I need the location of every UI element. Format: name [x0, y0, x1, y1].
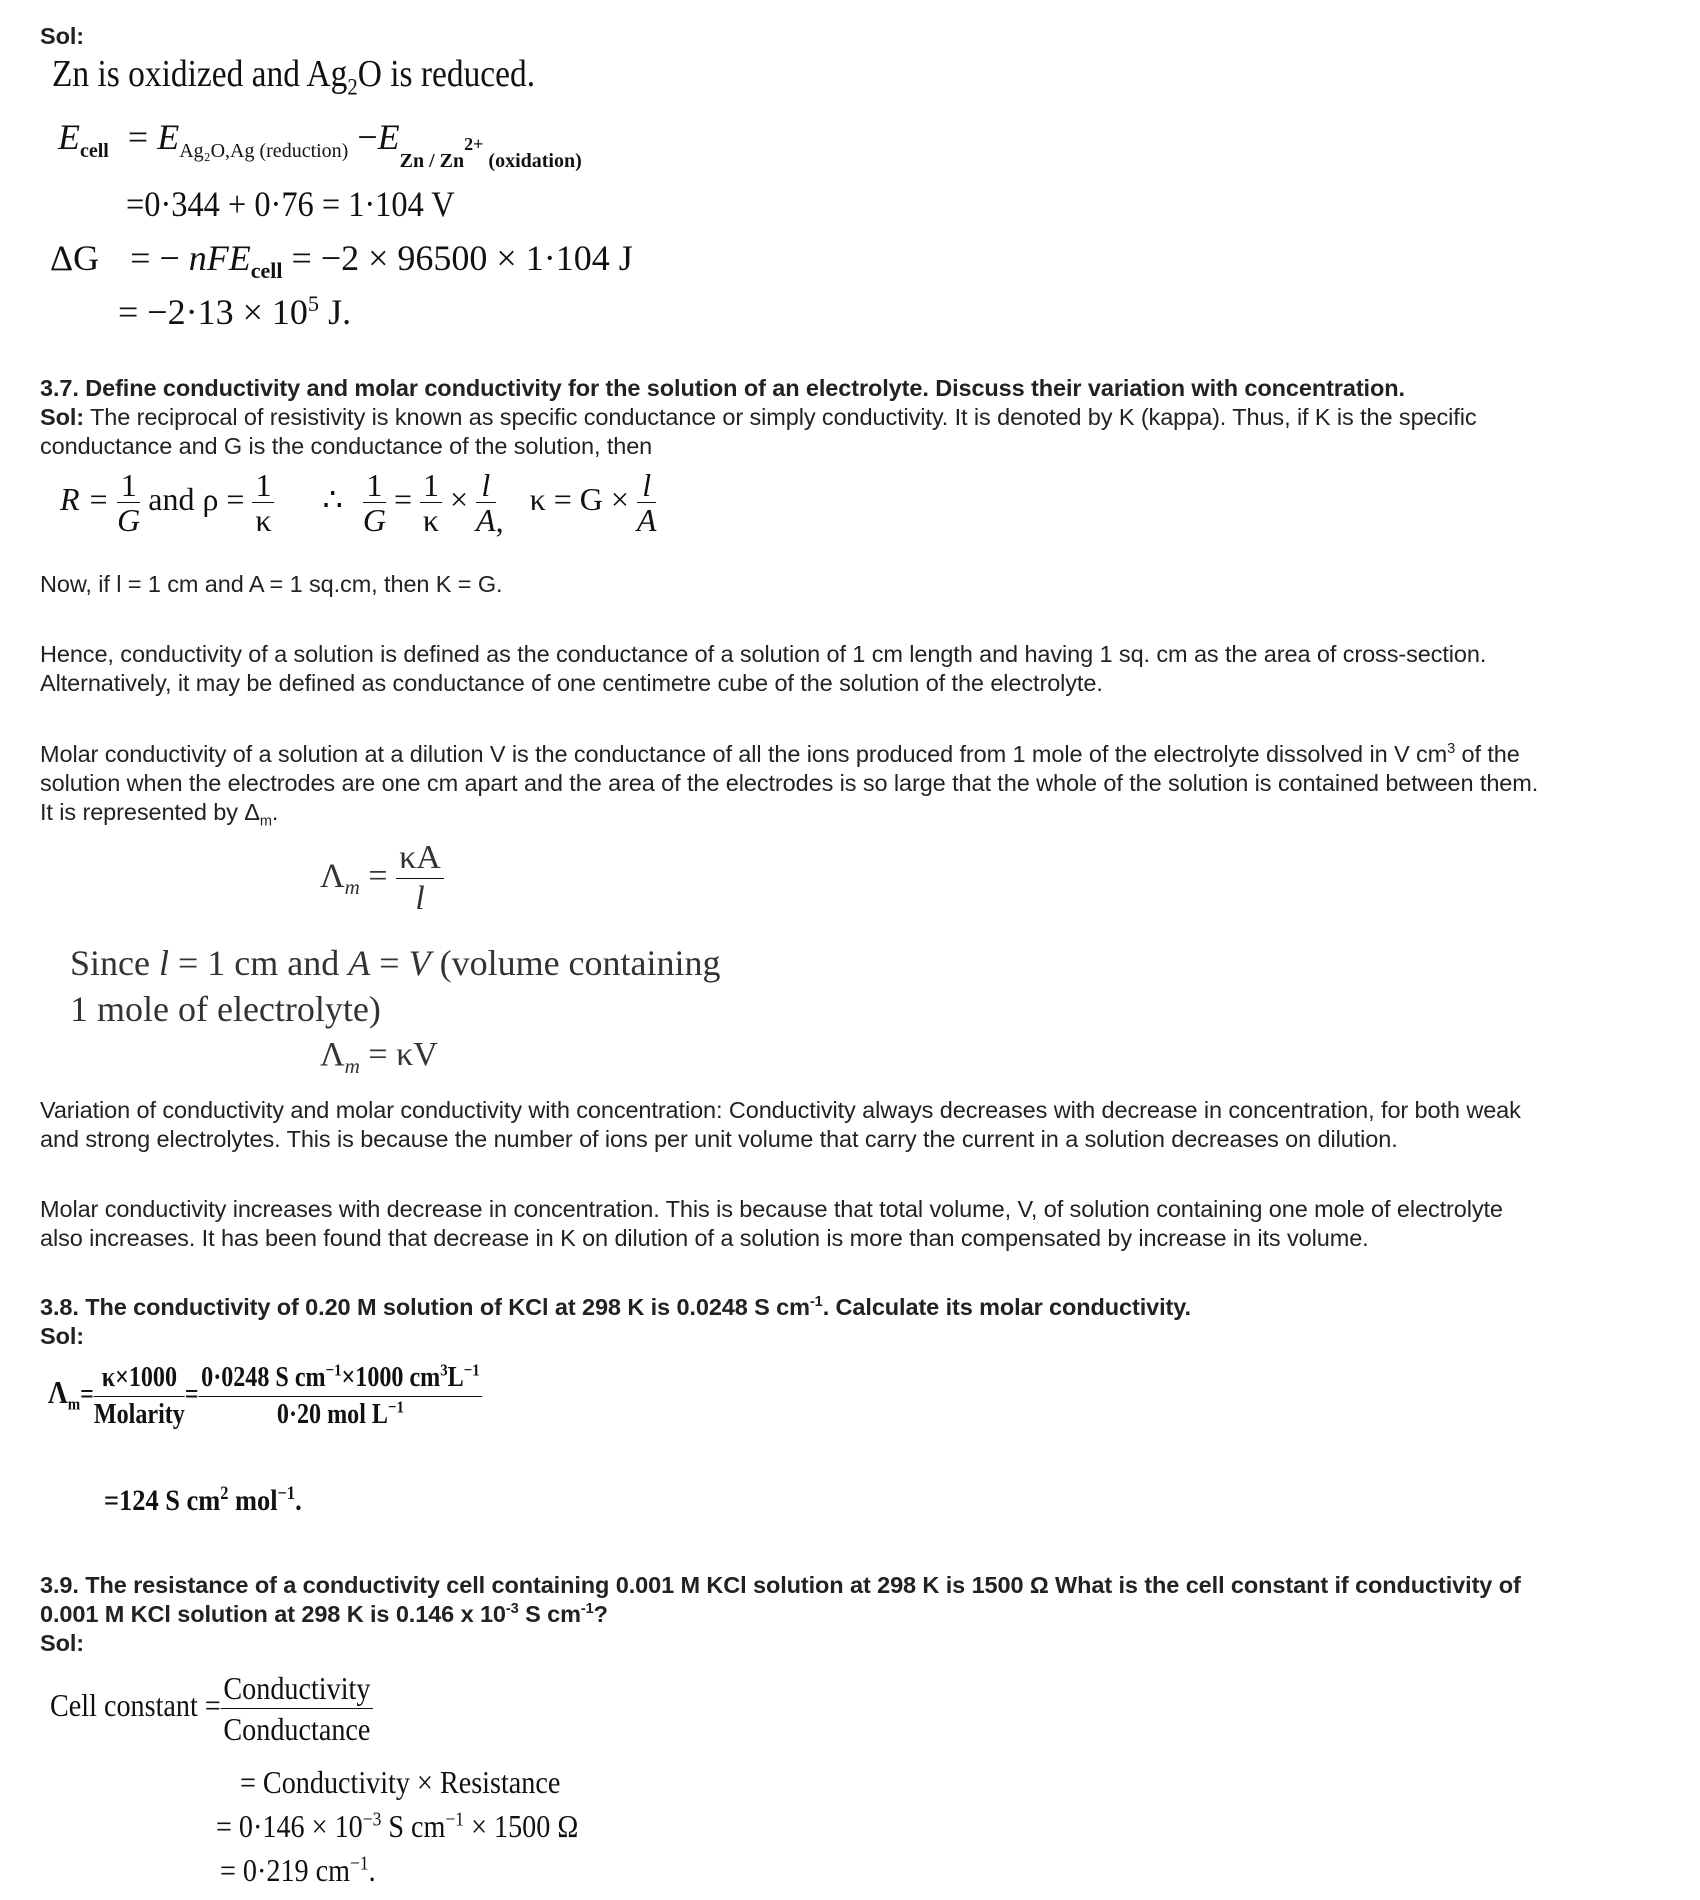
since-statement [70, 940, 721, 1032]
ecell-equation [58, 116, 582, 173]
r-equals: R = [60, 480, 110, 517]
delta-g-nfe: nFE [188, 238, 251, 278]
since-line-1: Since l = 1 cm and A = V (volume containing [70, 943, 721, 983]
increase-line-2: also increases. It has been found that decrease in K on dilution of a solution is more than compensated by increase in its volume. [40, 1225, 1369, 1251]
delta-g-symbol: ΔG [50, 238, 100, 278]
sol-label-q39: Sol: [40, 1630, 84, 1656]
fraction-1-over-g: $\frac{1}{G}$ [117, 467, 141, 538]
question-3-7-intro [40, 403, 1680, 432]
resistance-conductance-formula [60, 468, 656, 537]
hence-line-2: Alternatively, it may be defined as conductance of one centimetre cube of the solution of the electrolyte. [40, 670, 1103, 696]
delta-g-result-exponent: 5 [307, 291, 320, 316]
lambda-symbol: Λ [48, 1373, 68, 1410]
cell-constant-formula [50, 1668, 373, 1749]
fraction-l-over-a-2: $\frac{l}{A}$ [636, 467, 657, 538]
cell-constant-step-1: = Conductivity × Resistance [240, 1764, 561, 1800]
equals-sign: = [393, 480, 412, 517]
molar-conductivity-result: =124 S $cm^2$ mol$^{-1}$. [104, 1483, 302, 1517]
variation-line-1: Variation of conductivity and molar conductivity with concentration: Conductivity always decreases with decrease in concentration, for both weak [40, 1097, 1521, 1123]
intro-line-1: The reciprocal of resistivity is known as specific conductance or simply conductivity. It is denoted by K (kappa). Thus, if K is the specific [83, 404, 1477, 430]
cell-constant-label: Cell constant = [50, 1686, 221, 1723]
ecell-subscript: cell [80, 140, 109, 163]
lambda-kv-formula: $\Lambda_m = \kappa V$ [320, 1036, 438, 1078]
intro-line-2: conductance and G is the conductance of the solution, then [40, 433, 653, 459]
sol-label-q38: Sol: [40, 1323, 84, 1349]
delta-g-result-value: = −2·13 × 10 [118, 292, 308, 332]
redox-statement [52, 52, 536, 101]
ecell-value: =0·344 + 0·76 = 1·104 V [126, 184, 455, 224]
times-sign: × [449, 480, 469, 517]
ecell-term2-charge: 2+ [464, 133, 484, 154]
molar-conductivity-formula: $\Lambda_m=$ $\frac{\kappa\times 1000}{\text{Molarity}}$ = $\frac{0\cdot 0248 S cm^{-1}\times 1000 cm^3L^{-1}}{0\cdot 20 mol L^{-1}}$ [48, 1360, 482, 1433]
delta-g-result [118, 291, 351, 333]
comma: , [495, 502, 504, 539]
rho-equals: ρ = [202, 480, 245, 517]
hence-line-1: Hence, conductivity of a solution is defined as the conductance of a solution of 1 cm length and having 1 sq. cm as the area of cross-section. [40, 641, 1487, 667]
fraction-values: $\frac{0\cdot 0248 S cm^{-1}\times 1000 cm^3L^{-1}}{0\cdot 20 mol L^{-1}}$ [199, 1360, 483, 1433]
molar-def-line-3: It is represented by $\Delta_m$. [40, 799, 279, 830]
delta-g-equals: = − [130, 238, 189, 278]
increase-line-1: Molar conductivity increases with decrease in concentration. This is because that total volume, V, of solution containing one mole of electrolyte [40, 1196, 1503, 1222]
fraction-1-over-g-2: $\frac{1}{G}$ [362, 467, 386, 538]
cell-constant-step-2: = $0\cdot 146 \times 10^{-3}$ S $cm^{-1} \times 1500$ Ω [216, 1808, 579, 1844]
ecell-term1: E [157, 117, 180, 157]
therefore-symbol: ∴ [322, 480, 343, 517]
sol-label-q36: Sol: [40, 23, 84, 49]
molar-def-line-1: Molar conductivity of a solution at a dilution V is the conductance of all the ions produced from 1 mole of the electrolyte dissolved in V $cm^3$ of the [40, 741, 1520, 767]
statement-subscript: 2 [347, 74, 358, 101]
and-word: and [148, 480, 195, 517]
variation-line-2: and strong electrolytes. This is because the number of ions per unit volume that carry the current in a solution decreases on dilution. [40, 1126, 1398, 1152]
molar-def-line-2: solution when the electrodes are one cm apart and the area of the electrodes is so large that the whole of the solution is contained between them. [40, 770, 1539, 796]
fraction-l-over-a: $\frac{l}{A}$ [476, 467, 496, 538]
lambda-ka-over-l-formula: $\Lambda_m$ = $\frac{\kappa A}{l}$ [320, 838, 444, 919]
ecell-term2-subscript: Zn / Zn [399, 150, 465, 173]
cell-constant-result: = 0·219 $cm^{-1}$. [220, 1852, 376, 1888]
delta-g-equation [50, 237, 633, 284]
sol-label-q37: Sol: [40, 404, 84, 430]
question-3-8-heading: 3.8. The conductivity of 0.20 M solution of KCl at 298 K is 0.0248 S $cm^{-1}$. Calculate its molar conductivity. [40, 1294, 1191, 1320]
kappa-equals-g-times: κ = G × [529, 480, 629, 517]
delta-g-result-unit: J. [319, 292, 352, 332]
fraction-1-over-kappa-2: $\frac{1}{\kappa}$ [420, 468, 442, 537]
fraction-ka-over-l: $\frac{\kappa A}{l}$ [396, 838, 444, 919]
now-if-line: Now, if l = 1 cm and A = 1 sq.cm, then K = G. [40, 571, 503, 597]
since-line-2: 1 mole of electrolyte) [70, 989, 381, 1029]
question-3-9-heading-line-1: 3.9. The resistance of a conductivity cell containing 0.001 M KCl solution at 298 K is 1500 Ω What is the cell constant if conductivity of [40, 1572, 1521, 1598]
question-3-7-heading: 3.7. Define conductivity and molar conductivity for the solution of an electrolyte. Discuss their variation with concentration. [40, 375, 1405, 401]
cm-cubed-exponent: 3 [1447, 741, 1456, 758]
ecell-term1-subscript: Ag₂O,Ag (reduction) [179, 140, 349, 163]
ecell-equals: = [127, 117, 149, 157]
ecell-term2: E [377, 117, 400, 157]
ecell-minus: − [357, 117, 378, 157]
statement-text: Zn is oxidized and Ag [52, 53, 348, 95]
delta-g-rhs: = −2 × 96500 × 1·104 J [282, 238, 633, 278]
ecell-term2-oxidation: (oxidation) [483, 150, 582, 173]
delta-g-cell-subscript: cell [250, 258, 283, 284]
question-3-9-heading-line-2: 0.001 M KCl solution at 298 K is 0.146 x $10^{-3}$ S $cm^{-1}$? [40, 1601, 608, 1627]
fraction-conductivity-over-conductance: $\frac{\text{Conductivity}}{\text{Conductance}}$ [221, 1668, 373, 1749]
fraction-kappa-over-molarity: $\frac{\kappa\times 1000}{\text{Molarity}}$ [93, 1362, 185, 1430]
lambda-symbol: Λ [320, 857, 345, 895]
ecell-symbol: E [58, 117, 80, 157]
fraction-1-over-kappa: $\frac{1}{\kappa}$ [252, 468, 274, 537]
statement-tail: O is reduced. [357, 53, 536, 95]
